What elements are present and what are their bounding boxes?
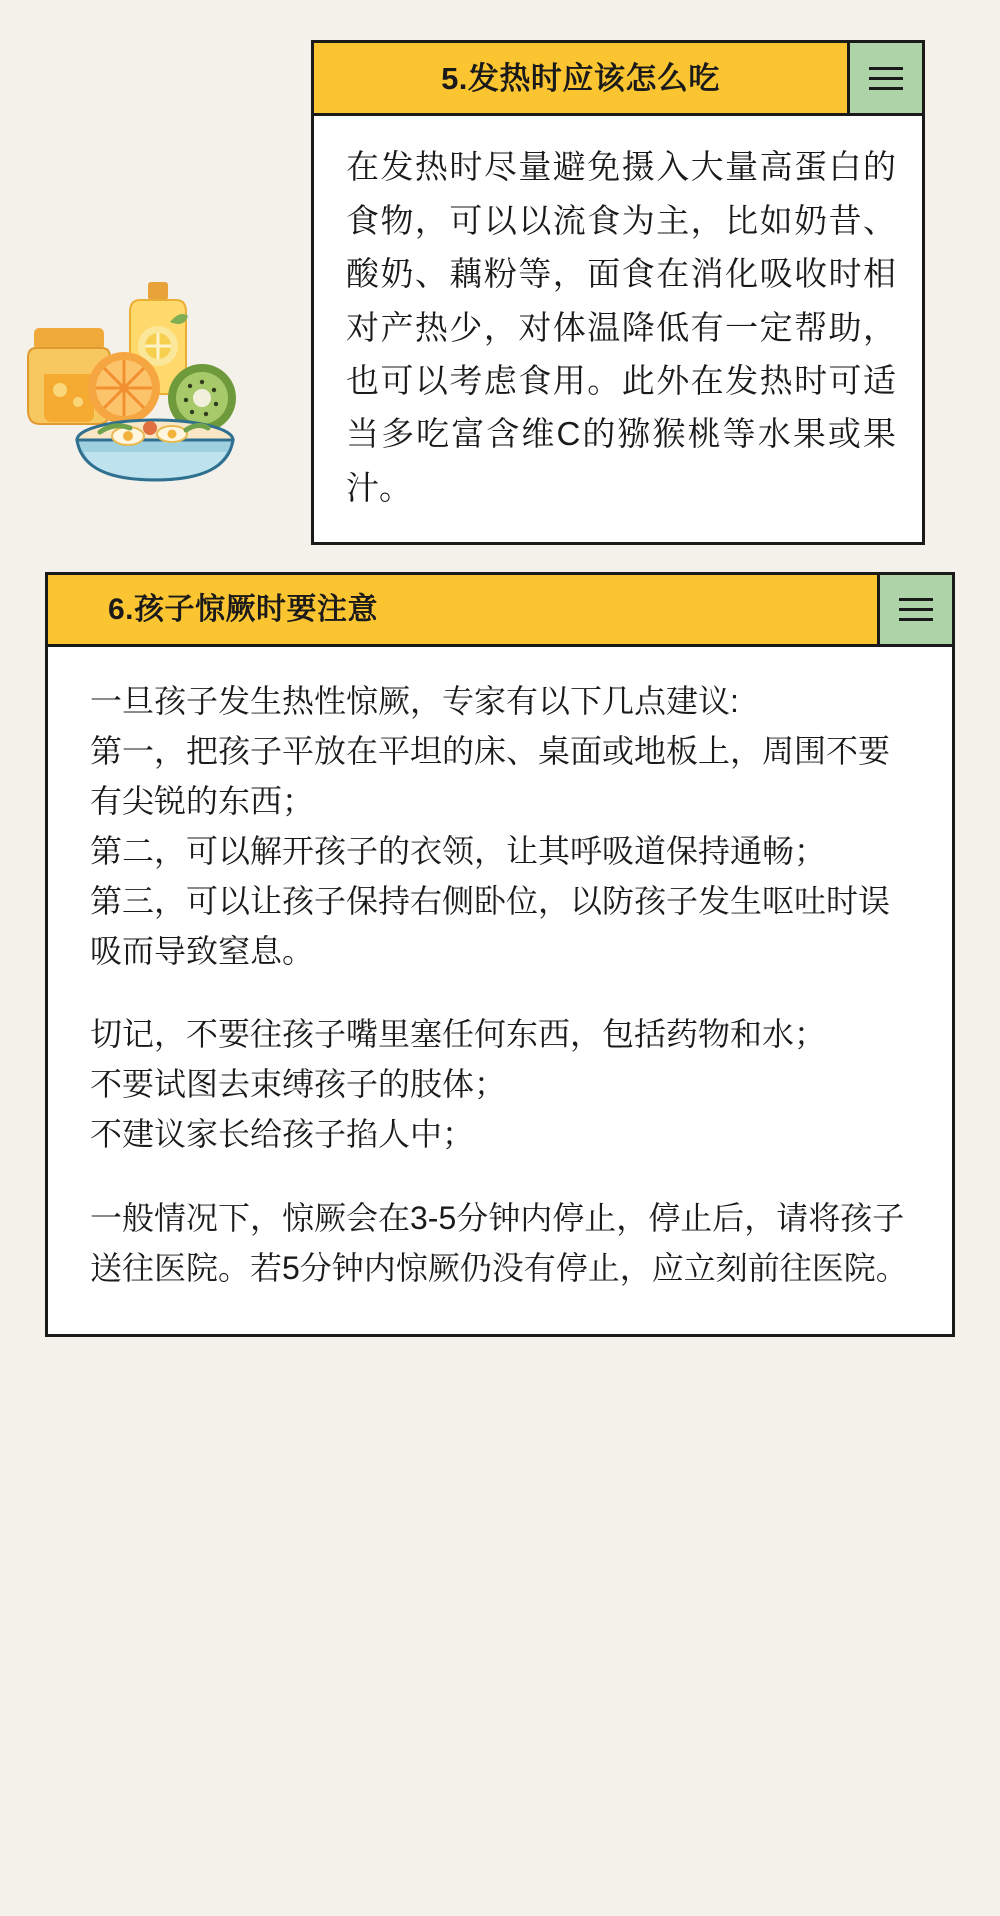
card-6-paragraph-6: 不要试图去束缚孩子的肢体； [90,1066,507,1103]
menu-bar-1 [899,598,933,601]
hamburger-menu-icon[interactable] [847,43,922,113]
menu-bar-3 [869,87,903,90]
card-6-header [48,575,952,647]
card-6-paragraph-3: 第二，可以解开孩子的衣领，让其呼吸道保持通畅； [90,832,827,869]
card-6-title: 6.孩子惊厥时要注意 [108,593,379,626]
menu-bar-1 [869,67,903,70]
noodle-bowl-icon [77,420,233,480]
card-5-header [314,43,922,116]
card-5-paragraph: 在发热时尽量避免摄入大量高蛋白的食物，可以以流食为主，比如奶昔、酸奶、藕粉等，面食在消化吸收时相对产热少，对体温降低有一定帮助，也可以考虑食用。此外在发热时可适当多吃富含维C的猕猴桃等水果或果汁。 [346,148,896,506]
hamburger-menu-icon[interactable] [877,575,952,644]
card-6-paragraph-8: 一般情况下，惊厥会在3-5分钟内停止，停止后，请将孩子送往医院。若5分钟内惊厥仍没有停止，应立刻前往医院。 [90,1200,908,1287]
card-6-body [48,647,952,1334]
menu-bar-3 [899,618,933,621]
card-6-paragraph-2: 第一，把孩子平放在平坦的床、桌面或地板上，周围不要有尖锐的东西； [90,732,891,819]
card-section-5 [311,40,925,545]
card-6-paragraph-5: 切记，不要往孩子嘴里塞任何东西，包括药物和水； [90,1016,827,1053]
orange-slice-icon [88,352,160,424]
card-6-paragraph-1: 一旦孩子发生热性惊厥，专家有以下几点建议: [90,683,739,719]
card-5-title: 5.发热时应该怎么吃 [441,61,720,96]
fruits-and-noodle-bowl-illustration [20,262,300,492]
card-section-6 [45,572,955,1337]
menu-bar-2 [869,77,903,80]
card-6-paragraph-4: 第三，可以让孩子保持右侧卧位，以防孩子发生呕吐时误吸而导致窒息。 [90,882,891,969]
card-5-body [314,116,922,542]
card-6-paragraph-7: 不建议家长给孩子掐人中； [90,1116,475,1153]
menu-bar-2 [899,608,933,611]
